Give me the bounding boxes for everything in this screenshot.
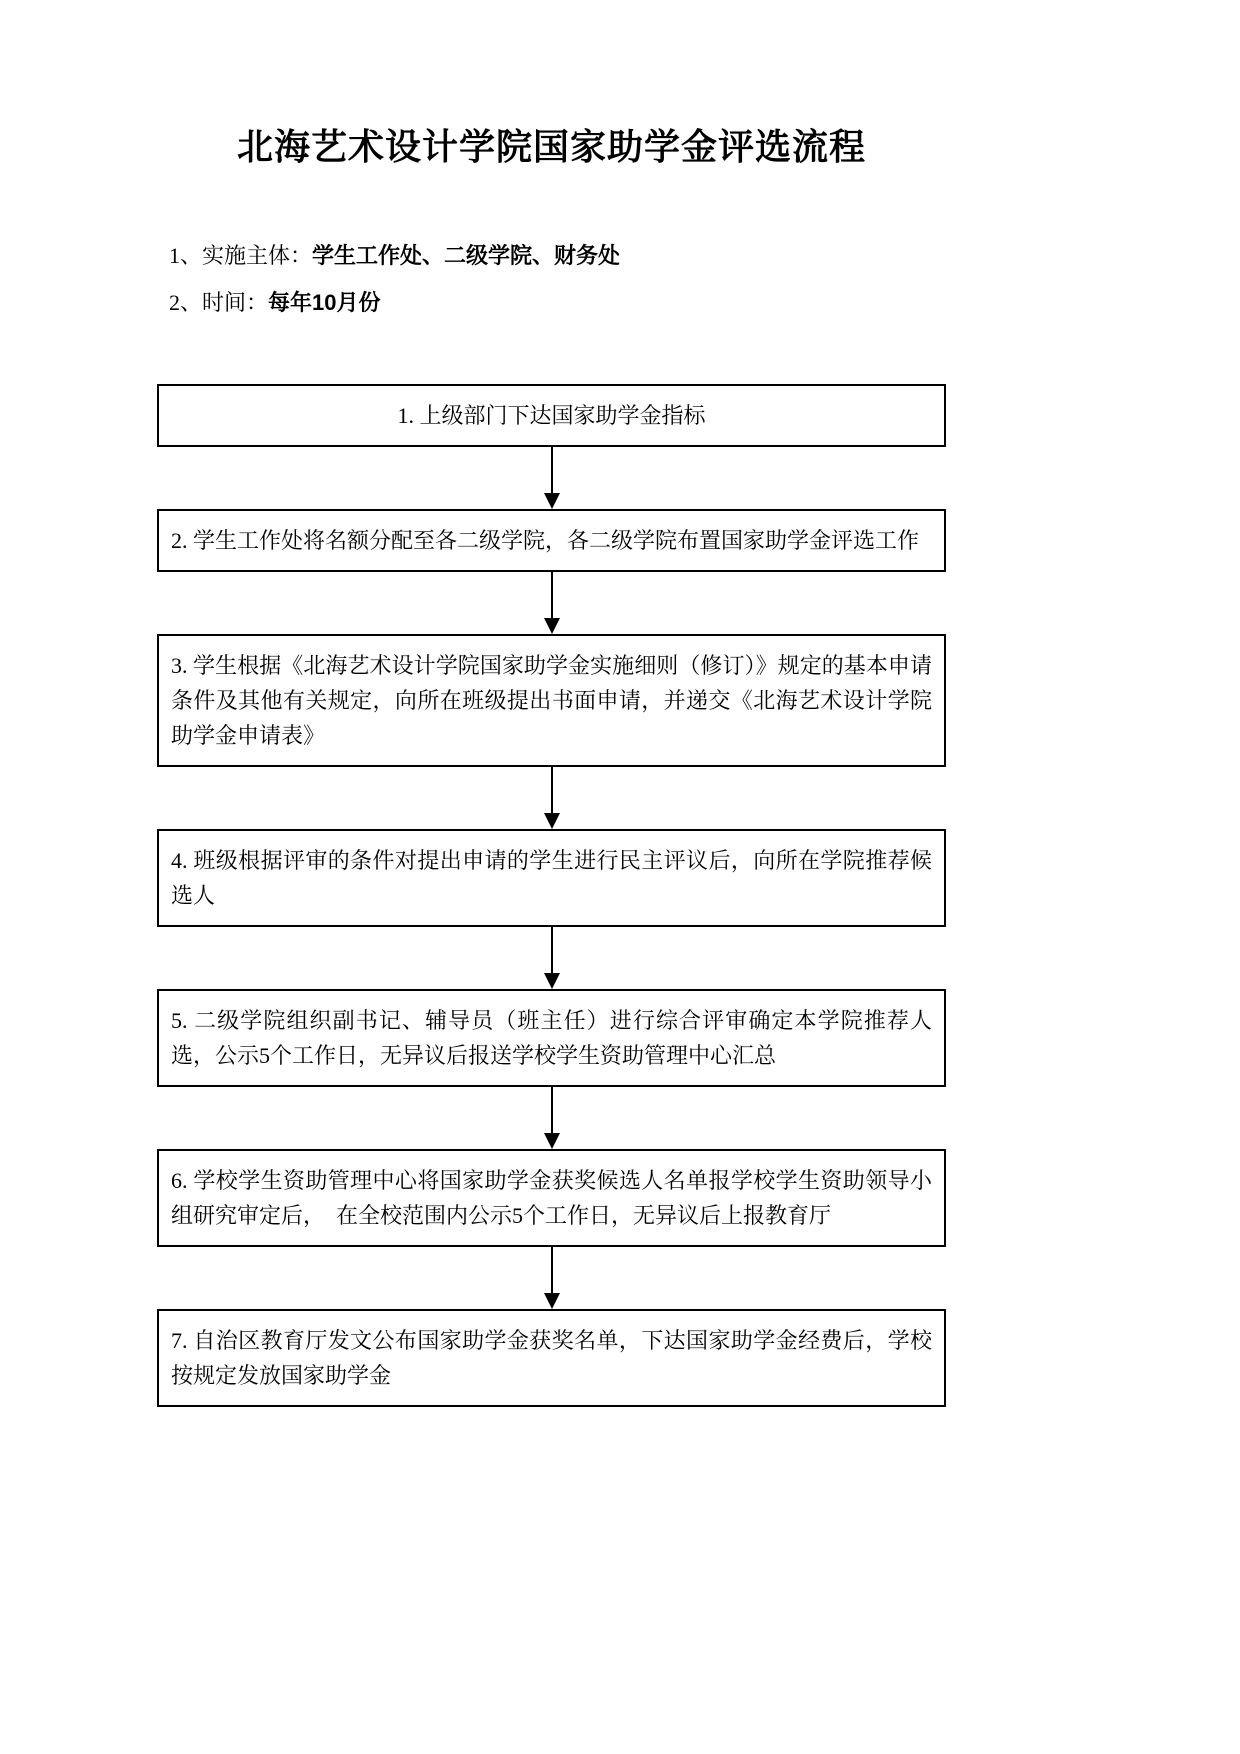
document-content bbox=[157, 119, 946, 1407]
flow-step-5-text: 5. 二级学院组织副书记、辅导员（班主任）进行综合评审确定本学院推荐人选，公示5个工作日，无异议后报送学校学生资助管理中心汇总 bbox=[171, 1008, 932, 1069]
arrow-down-icon bbox=[544, 1133, 560, 1149]
intro-item-time bbox=[169, 279, 946, 326]
arrow-down-icon bbox=[544, 813, 560, 829]
flow-step-6 bbox=[157, 1149, 946, 1247]
flow-step-6-text: 6. 学校学生资助管理中心将国家助学金获奖候选人名单报学校学生资助领导小组研究审定后， 在全校范围内公示5个工作日，无异议后上报教育厅 bbox=[171, 1168, 932, 1229]
flow-step-3-text: 3. 学生根据《北海艺术设计学院国家助学金实施细则（修订）》规定的基本申请条件及其他有关规定，向所在班级提出书面申请，并递交《北海艺术设计学院助学金申请表》 bbox=[171, 653, 932, 749]
intro-item-1-value: 学生工作处、二级学院、财务处 bbox=[312, 243, 621, 269]
flow-connector-6 bbox=[157, 1247, 946, 1309]
page-title-rest: 艺术设计学院国家助学金评选流程 bbox=[311, 127, 867, 168]
arrow-line bbox=[551, 1087, 553, 1134]
intro-item-1-number: 1、 bbox=[169, 243, 203, 269]
flow-step-4-text: 4. 班级根据评审的条件对提出申请的学生进行民主评议后，向所在学院推荐候选人 bbox=[171, 848, 932, 909]
flow-step-2 bbox=[157, 509, 946, 572]
flow-step-5 bbox=[157, 989, 946, 1087]
arrow-line bbox=[551, 767, 553, 814]
flow-step-7 bbox=[157, 1309, 946, 1407]
arrow-down-icon bbox=[544, 618, 560, 634]
intro-item-2-number: 2、 bbox=[169, 290, 203, 316]
flow-step-1 bbox=[157, 384, 946, 447]
arrow-line bbox=[551, 572, 553, 619]
flow-step-7-text: 7. 自治区教育厅发文公布国家助学金获奖名单，下达国家助学金经费后，学校按规定发放国家助学金 bbox=[171, 1328, 932, 1389]
flow-connector-5 bbox=[157, 1087, 946, 1149]
flow-connector-4 bbox=[157, 927, 946, 989]
intro-item-2-value: 每年10月份 bbox=[268, 290, 381, 316]
intro-list bbox=[157, 232, 946, 326]
intro-item-subject bbox=[169, 232, 946, 279]
flow-step-4 bbox=[157, 829, 946, 927]
intro-item-1-label: 实施主体： bbox=[202, 243, 313, 269]
flow-connector-2 bbox=[157, 572, 946, 634]
flow-connector-3 bbox=[157, 767, 946, 829]
page-title-prefix: 北海 bbox=[236, 126, 311, 168]
page-title bbox=[157, 119, 946, 170]
flowchart bbox=[157, 384, 946, 1407]
arrow-down-icon bbox=[544, 493, 560, 509]
intro-item-2-label: 时间： bbox=[202, 290, 269, 316]
flow-step-2-text: 2. 学生工作处将名额分配至各二级学院，各二级学院布置国家助学金评选工作 bbox=[171, 528, 920, 554]
arrow-down-icon bbox=[544, 973, 560, 989]
arrow-down-icon bbox=[544, 1293, 560, 1309]
flow-connector-1 bbox=[157, 447, 946, 509]
arrow-line bbox=[551, 1247, 553, 1294]
flow-step-1-text: 1. 上级部门下达国家助学金指标 bbox=[397, 403, 706, 429]
flow-step-3 bbox=[157, 634, 946, 767]
arrow-line bbox=[551, 447, 553, 494]
arrow-line bbox=[551, 927, 553, 974]
